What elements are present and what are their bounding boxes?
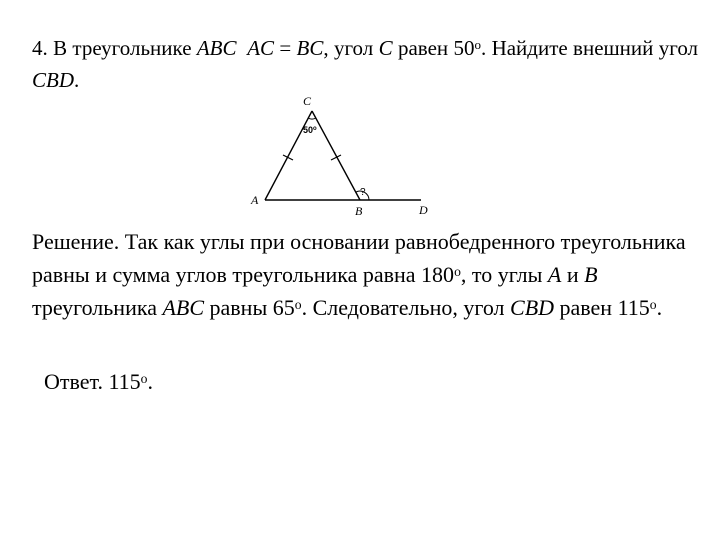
side-cb <box>312 111 360 200</box>
vertex-label-c: C <box>303 94 312 108</box>
degree-mark: о <box>649 297 657 313</box>
angle-value-c: $50^о$ <box>303 125 317 135</box>
degree-mark: о <box>474 37 481 52</box>
answer-text: Ответ. $115^о$. <box>44 369 153 395</box>
triangle-name: ABC <box>196 35 237 60</box>
degree-mark: о <box>294 297 302 313</box>
triangle-figure <box>245 92 440 220</box>
problem-number: 4. <box>32 35 48 60</box>
degree-mark: о <box>140 371 148 386</box>
solution-text: Решение. Так как углы при основании равнобедренного треугольника равны и сумма углов треугольника равна $180^о$, то углы A и B треугольника ABC равны $65^о$. Следовательно, угол CBD равен $115^о$. <box>32 229 686 321</box>
unknown-angle-label: ? <box>360 187 366 198</box>
vertex-label-d: D <box>419 203 428 217</box>
vertex-label-b: B <box>355 204 363 218</box>
problem-statement: 4. В треугольнике ABC AC = BC, угол C равен $50^о$. Найдите внешний угол CBD. <box>32 35 699 92</box>
angle-arc-c <box>308 118 316 119</box>
degree-mark: о <box>454 264 461 279</box>
target-angle-name: CBD <box>32 67 74 92</box>
vertex-label-a: A <box>251 193 259 207</box>
